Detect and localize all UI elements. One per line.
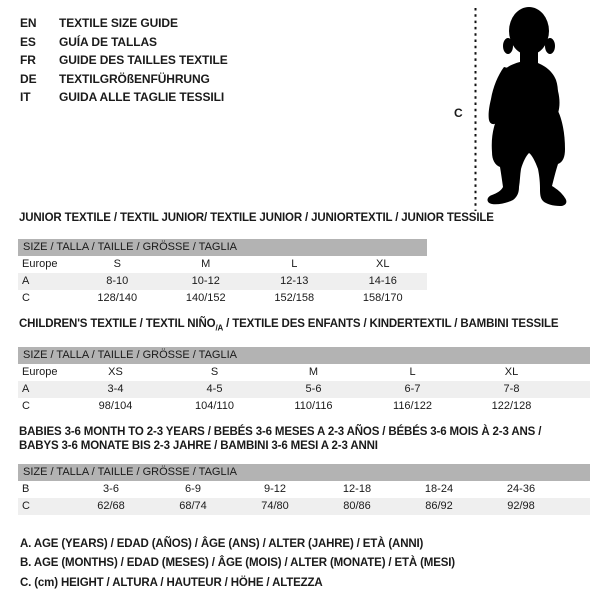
size-cell: 3-6 <box>103 483 119 495</box>
lang-code: FR <box>20 53 36 68</box>
size-cell: 24-36 <box>506 483 536 495</box>
size-cell: 4-5 <box>206 383 223 395</box>
lang-text: GUÍA DE TALLAS <box>59 34 157 49</box>
size-cell: 68/74 <box>179 500 207 512</box>
size-cell: L <box>409 366 416 378</box>
size-cell: S <box>113 258 121 270</box>
size-cell: 12-18 <box>342 483 372 495</box>
table-row <box>18 256 427 273</box>
size-cell: 5-6 <box>305 383 322 395</box>
lang-code: ES <box>20 34 36 49</box>
row-label: B <box>22 483 30 495</box>
size-cell: 110/116 <box>294 400 333 412</box>
title-text: CHILDREN'S TEXTILE / TEXTIL NIÑO <box>19 318 216 330</box>
lang-text: GUIDA ALLE TAGLIE TESSILI <box>59 90 225 105</box>
footnotes <box>20 535 455 593</box>
size-cell: 152/158 <box>274 292 315 304</box>
size-cell: 86/92 <box>425 500 453 512</box>
row-label: C <box>22 400 30 412</box>
row-label: Europe <box>22 366 58 378</box>
height-figure <box>440 3 600 215</box>
table-row <box>18 398 590 415</box>
footnote-a: A. AGE (YEARS) / EDAD (AÑOS) / ÂGE (ANS) / ALTER (JAHRE) / ETÀ (ANNI) <box>20 538 424 550</box>
baby-silhouette-icon <box>440 3 600 215</box>
title-subscript: /A <box>215 323 224 333</box>
size-cell: XL <box>376 258 390 270</box>
language-row <box>20 88 228 107</box>
size-cell: 7-8 <box>503 383 520 395</box>
size-cell: 62/68 <box>97 500 125 512</box>
language-row <box>20 33 228 52</box>
table-row <box>18 498 590 515</box>
title-line-2: BABYS 3-6 MONATE BIS 2-3 JAHRE / BAMBINI 3-6 MESI A 2-3 ANNI <box>19 439 378 452</box>
babies-table-title <box>19 426 541 453</box>
size-cell: 140/152 <box>185 292 226 304</box>
measure-label-c: C <box>454 106 463 120</box>
language-row <box>20 51 228 70</box>
language-row <box>20 70 228 89</box>
table-row <box>18 290 427 307</box>
lang-text: TEXTILGRÖßENFÜHRUNG <box>59 71 210 86</box>
size-cell: 98/104 <box>98 400 133 412</box>
size-cell: 128/140 <box>97 292 138 304</box>
size-cell: S <box>210 366 219 378</box>
children-table-title <box>19 318 558 335</box>
size-cell: 92/98 <box>507 500 535 512</box>
language-row <box>20 14 228 33</box>
footnote-c: C. (cm) HEIGHT / ALTURA / HAUTEUR / HÖHE / ALTEZZA <box>20 576 323 589</box>
table-row <box>18 381 590 398</box>
lang-text: GUIDE DES TAILLES TEXTILE <box>59 53 228 68</box>
lang-code: DE <box>20 71 37 86</box>
row-label: A <box>22 275 30 287</box>
size-cell: 12-13 <box>280 275 309 287</box>
size-cell: 9-12 <box>263 483 287 495</box>
size-cell: M <box>201 258 211 270</box>
size-cell: 116/122 <box>393 400 432 412</box>
size-header-bar: SIZE / TALLA / TAILLE / GRÖSSE / TAGLIA <box>18 239 427 256</box>
size-cell: 10-12 <box>191 275 220 287</box>
size-cell: 6-7 <box>404 383 421 395</box>
row-label: C <box>22 292 30 304</box>
row-label: C <box>22 500 30 512</box>
lang-code: EN <box>20 16 37 30</box>
lang-code: IT <box>20 90 31 105</box>
size-cell: 80/86 <box>343 500 371 512</box>
babies-size-table <box>18 464 590 515</box>
size-cell: 14-16 <box>368 275 397 287</box>
size-cell: 8-10 <box>106 275 129 287</box>
size-cell: XS <box>108 366 123 378</box>
size-cell: 122/128 <box>491 400 532 412</box>
table-row <box>18 273 427 290</box>
size-cell: 3-4 <box>107 383 124 395</box>
footnote-b: B. AGE (MONTHS) / EDAD (MESES) / ÂGE (MOIS) / ALTER (MONATE) / ETÀ (MESI) <box>20 557 455 570</box>
size-cell: 158/170 <box>362 292 403 304</box>
size-cell: 74/80 <box>261 500 289 512</box>
size-cell: L <box>291 258 298 270</box>
row-label: A <box>22 383 30 395</box>
title-line-1: BABIES 3-6 MONTH TO 2-3 YEARS / BEBÉS 3-6 MESES A 2-3 AÑOS / BÉBÉS 3-6 MOIS À 2-3 ANS / <box>19 426 542 438</box>
row-label: Europe <box>22 258 58 270</box>
language-list <box>20 14 228 107</box>
size-cell: M <box>308 366 319 378</box>
junior-table-title: JUNIOR TEXTILE / TEXTIL JUNIOR/ TEXTILE JUNIOR / JUNIORTEXTIL / JUNIOR TESSILE <box>19 212 494 224</box>
table-row <box>18 364 590 381</box>
title-text: / TEXTILE DES ENFANTS / KINDERTEXTIL / BAMBINI TESSILE <box>223 318 559 330</box>
size-cell: 104/110 <box>195 400 234 412</box>
children-size-table <box>18 347 590 415</box>
table-row <box>18 481 590 498</box>
size-header-bar: SIZE / TALLA / TAILLE / GRÖSSE / TAGLIA <box>18 347 590 364</box>
lang-text: TEXTILE SIZE GUIDE <box>59 16 178 30</box>
size-cell: XL <box>504 366 519 378</box>
size-header-bar: SIZE / TALLA / TAILLE / GRÖSSE / TAGLIA <box>18 464 590 481</box>
size-cell: 18-24 <box>424 483 454 495</box>
size-cell: 6-9 <box>185 483 201 495</box>
junior-size-table <box>18 239 427 307</box>
